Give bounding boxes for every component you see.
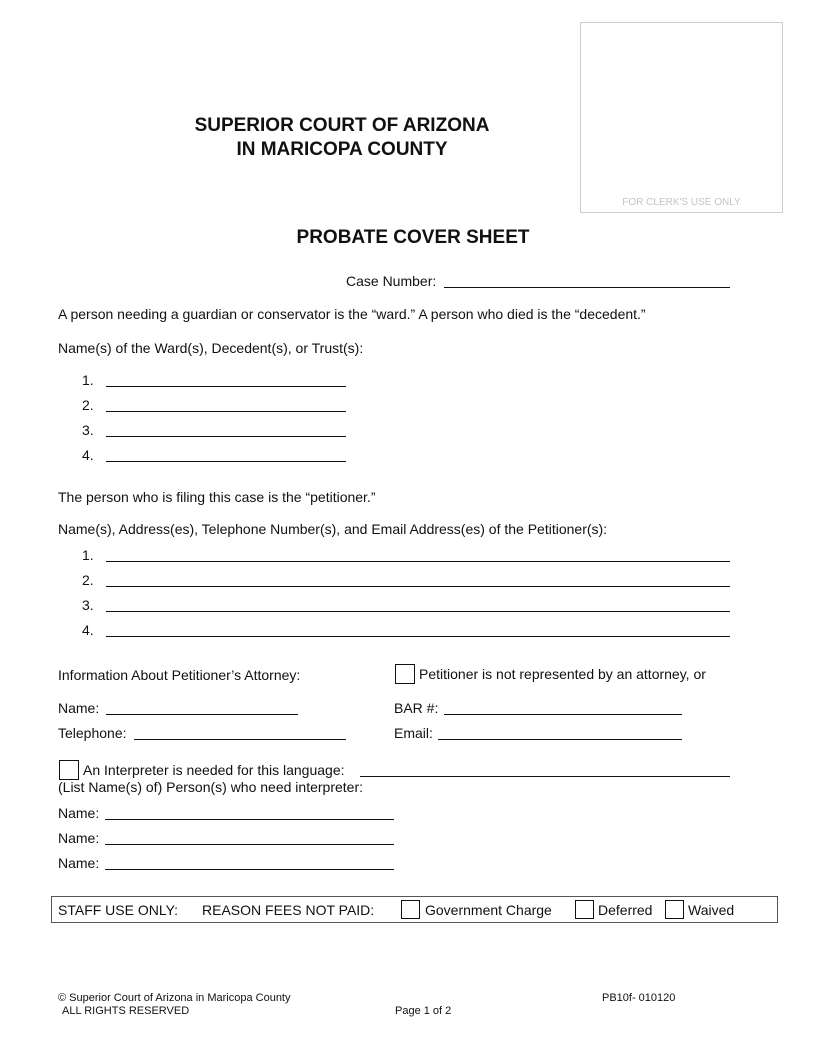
interpreter-person-field-2[interactable] [105,844,394,845]
interpreter-name-label: Name: [58,855,100,871]
attorney-name-label: Name: [58,700,100,716]
petitioner-field-4[interactable] [106,636,730,637]
deferred-checkbox[interactable] [575,900,594,919]
not-represented-label: Petitioner is not represented by an attorney, or [419,666,706,682]
waived-checkbox[interactable] [665,900,684,919]
bar-number-label: BAR #: [394,700,439,716]
ward-names-label: Name(s) of the Ward(s), Decedent(s), or Trust(s): [58,340,364,356]
attorney-email-field[interactable] [438,739,682,740]
court-name-line2: IN MARICOPA COUNTY [236,139,448,160]
interpreter-person-field-1[interactable] [105,819,394,820]
petitioner-field-1[interactable] [106,561,730,562]
attorney-name-field[interactable] [106,714,298,715]
interpreter-needed-label: An Interpreter is needed for this language: [83,762,345,778]
interpreter-person-field-3[interactable] [105,869,394,870]
interpreter-name-label: Name: [58,830,100,846]
attorney-info-label: Information About Petitioner’s Attorney: [58,667,301,683]
interpreter-checkbox[interactable] [59,760,79,780]
staff-use-label: STAFF USE ONLY: [58,902,179,918]
footer-rights: ALL RIGHTS RESERVED [62,1005,190,1017]
petitioner-item-number: 4. [82,622,94,638]
not-represented-checkbox[interactable] [395,664,415,684]
footer-page-number: Page 1 of 2 [395,1005,452,1017]
government-charge-checkbox[interactable] [401,900,420,919]
case-number-label: Case Number: [346,273,437,289]
petitioner-info-label: Name(s), Address(es), Telephone Number(s), and Email Address(es) of the Petitioner(s): [58,521,608,537]
petitioner-item-number: 1. [82,547,94,563]
waived-label: Waived [688,902,735,918]
form-title: PROBATE COVER SHEET [296,227,530,248]
clerk-use-box [580,22,783,213]
attorney-email-label: Email: [394,725,433,741]
ward-name-field-3[interactable] [106,436,346,437]
ward-item-number: 3. [82,422,94,438]
case-number-field[interactable] [444,287,730,288]
reason-fees-label: REASON FEES NOT PAID: [202,902,375,918]
petitioner-definition: The person who is filing this case is the “petitioner.” [58,489,376,505]
interpreter-language-field[interactable] [360,776,730,777]
petitioner-item-number: 2. [82,572,94,588]
ward-name-field-1[interactable] [106,386,346,387]
ward-decedent-definition: A person needing a guardian or conservator is the “ward.” A person who died is the “decedent.” [58,306,646,322]
court-name-line1: SUPERIOR COURT OF ARIZONA [194,115,490,136]
attorney-telephone-label: Telephone: [58,725,127,741]
ward-name-field-2[interactable] [106,411,346,412]
ward-item-number: 1. [82,372,94,388]
bar-number-field[interactable] [444,714,682,715]
clerk-use-label: FOR CLERK'S USE ONLY [622,197,741,208]
footer-form-code: PB10f- 010120 [602,992,676,1004]
deferred-label: Deferred [598,902,653,918]
petitioner-field-2[interactable] [106,586,730,587]
footer-copyright: © Superior Court of Arizona in Maricopa County [58,992,291,1004]
petitioner-field-3[interactable] [106,611,730,612]
interpreter-list-label: (List Name(s) of) Person(s) who need interpreter: [58,779,363,795]
petitioner-item-number: 3. [82,597,94,613]
government-charge-label: Government Charge [425,902,552,918]
interpreter-name-label: Name: [58,805,100,821]
ward-item-number: 2. [82,397,94,413]
attorney-telephone-field[interactable] [134,739,346,740]
ward-item-number: 4. [82,447,94,463]
ward-name-field-4[interactable] [106,461,346,462]
